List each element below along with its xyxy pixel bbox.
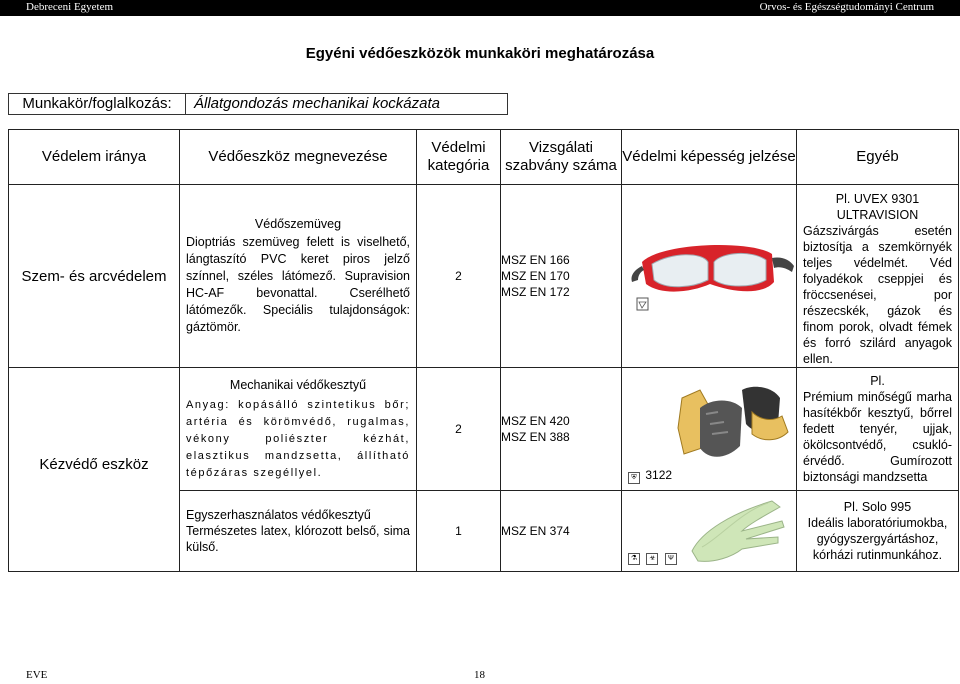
ppe-table: [8, 129, 959, 572]
item-description: Dioptriás szemüveg felett is viselhető, lángtaszító PVC keret piros jelző színnel, széles látómező. Supravision HC-AF bevonattal. Cserélhető látómezők. Speciális tulajdonságok: gáztömör.: [186, 235, 410, 334]
item-description: Anyag: kopásálló szintetikus bőr; artéria és körömvédő, rugalmas, vékony poliészter kézhát, elasztikus mandzsetta, állítható tépőzáras szegéllyel.: [186, 398, 410, 479]
standard-cell: MSZ EN 420 MSZ EN 388: [501, 368, 622, 491]
page-number: 18: [474, 669, 485, 681]
other-cell: [797, 185, 959, 368]
category-cell: 2: [417, 368, 501, 491]
name-cell: [180, 491, 417, 572]
other-description: Ideális laboratóriumokba, gyógyszergyártáshoz, kórházi rutinmunkához.: [807, 516, 948, 562]
page-header-bar: [0, 0, 960, 16]
other-cell: [797, 368, 959, 491]
header-department: Orvos- és Egészségtudományi Centrum: [759, 1, 934, 13]
other-description: Gázszivárgás esetén biztosítja a szemkörnyék teljes védelmét. Véd folyadékok cseppjei és fröccsenései, por részecskék, gázok és finom porok, olvadt fémek és forró szilárd anyagok ellen.: [803, 224, 952, 366]
mechanical-hazard-icon: ⛨: [628, 472, 640, 484]
direction-cell: Kézvédő eszköz: [9, 368, 180, 572]
marking-code: 3122: [645, 468, 673, 482]
col-header-direction: Védelem iránya: [9, 130, 180, 185]
item-title: Mechanikai védőkesztyű: [229, 377, 367, 392]
col-header-other: Egyéb: [797, 130, 959, 185]
page-title: Egyéni védőeszközök munkaköri meghatározása: [305, 45, 655, 62]
item-title: Egyszerhasználatos védőkesztyű: [186, 508, 371, 522]
other-example: Pl. UVEX 9301 ULTRAVISION: [835, 192, 920, 222]
marking-cell: [622, 491, 797, 572]
job-value: Állatgondozás mechanikai kockázata: [194, 95, 440, 112]
direction-cell: Szem- és arcvédelem: [9, 185, 180, 368]
standard-cell: MSZ EN 166 MSZ EN 170 MSZ EN 172: [501, 185, 622, 368]
other-example: Pl.: [870, 374, 885, 388]
category-cell: 1: [417, 491, 501, 572]
item-title: Védőszemüveg: [254, 217, 342, 231]
col-header-name: Védőeszköz megnevezése: [180, 130, 417, 185]
standard-cell: MSZ EN 374: [501, 491, 622, 572]
item-description: Természetes latex, klórozott belső, sima külső.: [186, 524, 410, 554]
other-cell: [797, 491, 959, 572]
footer-left: EVE: [26, 669, 48, 681]
name-cell: [180, 185, 417, 368]
col-header-standard: Vizsgálati szabvány száma: [501, 130, 622, 185]
col-header-category: Védelmi kategória: [417, 130, 501, 185]
table-row: [9, 185, 959, 368]
col-header-marking: Védelmi képesség jelzése: [622, 130, 797, 185]
job-label: Munkakör/foglalkozás:: [9, 94, 186, 114]
other-example: Pl. Solo 995: [843, 500, 912, 514]
table-row: [9, 368, 959, 491]
header-institution: Debreceni Egyetem: [26, 1, 114, 13]
marking-code-row: [628, 468, 672, 484]
name-cell: [180, 368, 417, 491]
chemical-hazard-icon: ⚗: [628, 553, 640, 565]
biohazard-icon: ☣: [646, 553, 658, 565]
table-header-row: [9, 130, 959, 185]
job-box: [8, 93, 508, 115]
pictogram-row: [628, 547, 679, 565]
goggles-image: [622, 192, 797, 360]
food-safe-icon: Ψ: [665, 553, 677, 565]
category-cell: 2: [417, 185, 501, 368]
marking-cell: [622, 185, 797, 368]
marking-cell: [622, 368, 797, 491]
other-description: Prémium minőségű marha hasítékbőr kesztyű, bőrrel fedett tenyér, ujjak, ökölcsontvédő, csukló-érvédő. Gumírozott biztonsági mandzsetta: [803, 390, 952, 484]
